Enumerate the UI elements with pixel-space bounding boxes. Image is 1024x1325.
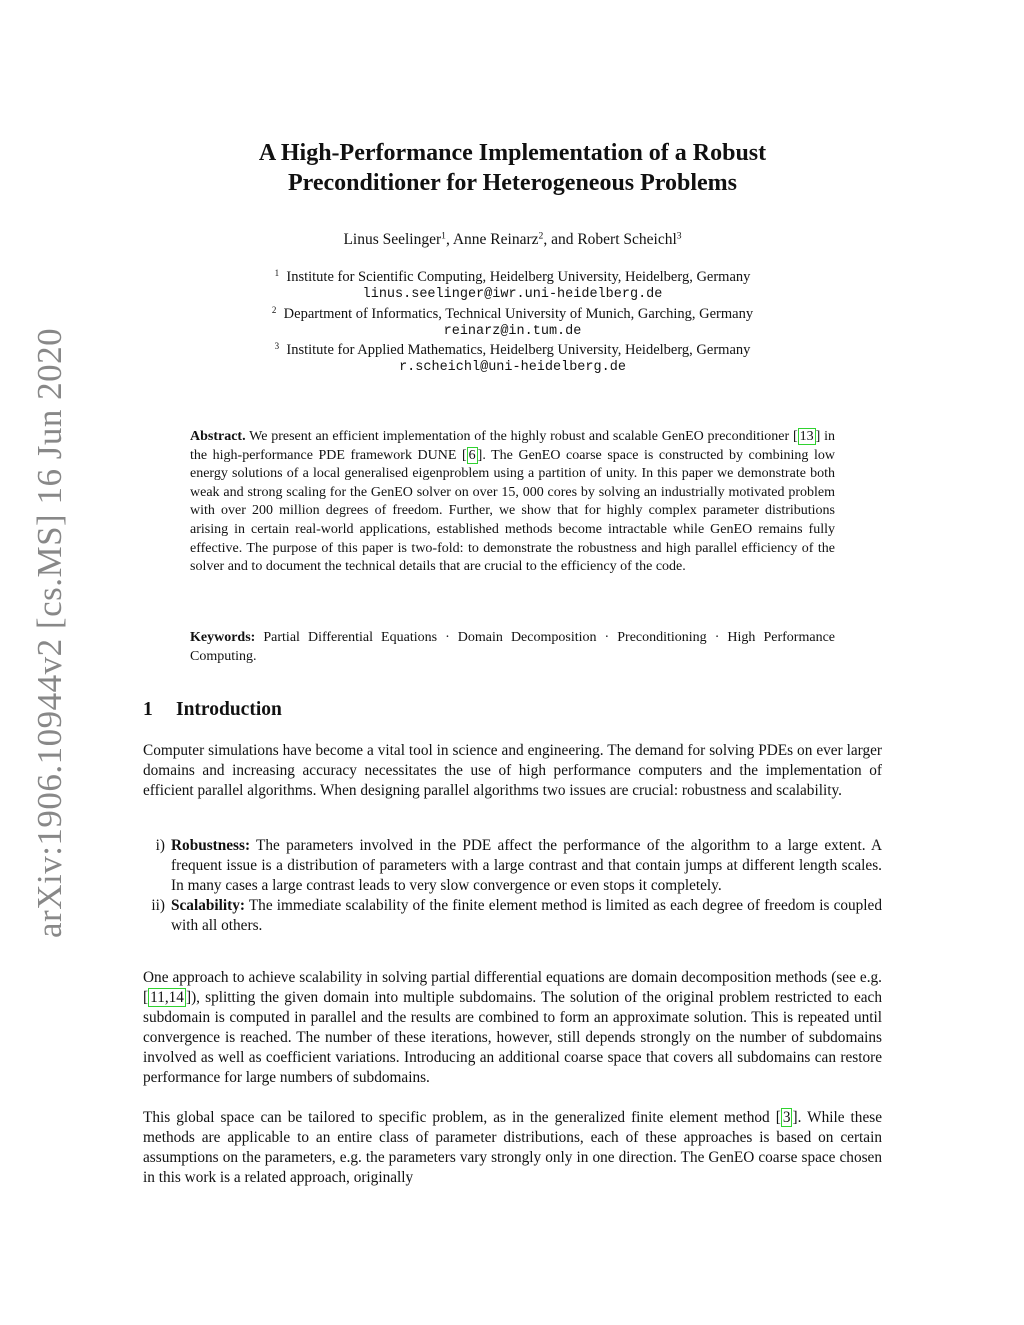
list-item-text: The immediate scalability of the finite element method is limited as each degree of freedom is coupled with all others.	[171, 897, 882, 934]
abstract-text: . The GenEO coarse space is constructed by combining low energy solutions of a local generalised eigenproblem using a partition of unity. In this paper we demonstrate both weak and strong scaling for the GenEO solver on over 15, 000 cores by solving an industrially motivated problem with over 200 million degrees of freedom. Further, we show that for highly complex parameter distributions arising in certain real-world applications, established methods become intractable while GenEO remains fully effective. The purpose of this paper is two-fold: to demonstrate the robustness and high parallel efficiency of the solver and to document the technical details that are crucial to the efficiency of the code.	[190, 447, 835, 575]
citation-link[interactable]: 3	[782, 1109, 791, 1126]
paper-title	[143, 138, 882, 198]
list-item-label: Scalability:	[171, 897, 245, 914]
abstract: Abstract. We present an efficient implementation of the highly robust and scalable GenEO preconditioner [ 13 ] in the high-performance PDE framework DUNE [ 6 ]. The GenEO coarse space is constructed by combining low energy solutions of a local generalised eigenproblem using a partition of unity. In this paper we demonstrate both weak and strong scaling for the GenEO solver on over 15, 000 cores by solving an industrially motivated problem with over 200 million degrees of freedom. Further, we show that for highly complex parameter distributions arising in certain real-world applications, established methods become intractable while GenEO remains fully effective. The purpose of this paper is two-fold: to demonstrate the robustness and high parallel efficiency of the solver and to document the technical details that are crucial to the efficiency of the code.	[190, 429, 836, 575]
affil-mark: 2	[271, 304, 277, 315]
affiliation	[143, 305, 882, 323]
author-separator: , and	[543, 231, 578, 248]
abstract-text: We present an efficient implementation of the highly robust and scalable GenEO preconditioner	[245, 429, 793, 444]
affil-institution: Institute for Applied Mathematics, Heidelberg University, Heidelberg, Germany	[286, 342, 751, 359]
paragraph-text: This global space can be tailored to specific problem, as in the generalized finite element method	[143, 1109, 776, 1126]
author-name: Robert Scheichl	[577, 231, 677, 248]
citation-link[interactable]: 11,14	[150, 989, 184, 1006]
citation-link[interactable]: 13	[799, 429, 814, 444]
title-line-1: A High-Performance Implementation of a Robust	[258, 140, 767, 166]
author-affil-mark: 3	[676, 230, 682, 242]
list-marker: i)	[155, 837, 165, 854]
keywords	[190, 629, 835, 666]
keywords-label: Keywords:	[190, 630, 256, 645]
list-item	[143, 836, 882, 896]
affiliation	[143, 268, 882, 286]
affil-email[interactable]: r.scheichl@uni-heidelberg.de	[399, 360, 626, 376]
list-item-text: The parameters involved in the PDE affect the performance of the algorithm to a large extent. A frequent issue is a distribution of parameters with a large contrast and that contain jumps at different length scales. In many cases a large contrast leads to very slow convergence or even stops it completely.	[171, 837, 882, 894]
affil-institution: Department of Informatics, Technical University of Munich, Garching, Germany	[283, 305, 754, 322]
author-name: Linus Seelinger	[343, 231, 442, 248]
enumerated-list	[143, 836, 882, 936]
author-affil-mark: 1	[441, 230, 446, 242]
affiliations	[143, 268, 882, 378]
citation-link[interactable]: 6	[468, 447, 476, 463]
author-list	[143, 231, 882, 249]
section-heading	[143, 699, 282, 721]
paragraph: One approach to achieve scalability in solving partial differential equations are domain decomposition methods (see e.g. [ 11,14 ]), splitting the given domain into multiple subdomains. The solution of the original problem restricted to each subdomain is computed in parallel and the results are combined to form an approximate solution. This is repeated until convergence is reached. The number of these iterations, however, still depends strongly on the number of subdomains involved as well as coefficient variations. Introducing an additional coarse space that covers all subdomains can restore performance for large numbers of subdomains.	[143, 969, 882, 1086]
affil-institution: Institute for Scientific Computing, Heidelberg University, Heidelberg, Germany	[286, 269, 751, 285]
list-item	[143, 896, 882, 936]
list-item-label: Robustness:	[171, 837, 251, 854]
affil-email[interactable]: reinarz@in.tum.de	[443, 323, 582, 339]
title-line-2: Preconditioner for Heterogeneous Problems	[287, 170, 738, 196]
section-number: 1	[143, 699, 153, 720]
author-affil-mark: 2	[538, 230, 544, 242]
affil-mark: 3	[274, 341, 280, 352]
affil-mark: 1	[274, 268, 280, 279]
arxiv-identifier: arXiv:1906.10944v2 [cs.MS] 16 Jun 2020	[30, 327, 69, 938]
paragraph-text: . While these methods are applicable to an entire class of parameter distributions, each of these approaches is based on certain assumptions on the parameters, e.g. the parameters vary strongly only in one direction. The GenEO coarse space chosen in this work is a related approach, originally	[143, 1109, 882, 1186]
section-title: Introduction	[176, 699, 282, 720]
keywords-text: Partial Differential Equations · Domain Decomposition · Preconditioning · High Performance Computing.	[190, 630, 835, 664]
abstract-label: Abstract.	[190, 429, 246, 444]
list-marker: ii)	[151, 897, 165, 914]
affil-email[interactable]: linus.seelinger@iwr.uni-heidelberg.de	[362, 287, 663, 303]
paragraph: This global space can be tailored to specific problem, as in the generalized finite element method [ 3 ]. While these methods are applicable to an entire class of parameter distributions, each of these approaches is based on certain assumptions on the parameters, e.g. the parameters vary strongly only in one direction. The GenEO coarse space chosen in this work is a related approach, originally	[143, 1109, 882, 1186]
affiliation	[143, 341, 882, 359]
author-separator: ,	[445, 231, 453, 248]
paragraph: Computer simulations have become a vital tool in science and engineering. The demand for solving PDEs on ever larger domains and increasing accuracy necessitates the use of high performance computers and the implementation of efficient parallel algorithms. When designing parallel algorithms two issues are crucial: robustness and scalability.	[143, 742, 882, 799]
abstract-text: in the high-performance PDE framework DUNE	[190, 429, 836, 463]
paragraph-text: One approach to achieve scalability in solving partial differential equations are domain decomposition methods (see e.g.	[143, 969, 882, 986]
author-name: Anne Reinarz	[452, 231, 539, 248]
paragraph-text: ), splitting the given domain into multiple subdomains. The solution of the original problem restricted to each subdomain is computed in parallel and the results are combined to form an approximate solution. This is repeated until convergence is reached. The number of these iterations, however, still depends strongly on the number of subdomains involved as well as coefficient variations. Introducing an additional coarse space that covers all subdomains can restore performance for large numbers of subdomains.	[143, 989, 882, 1086]
